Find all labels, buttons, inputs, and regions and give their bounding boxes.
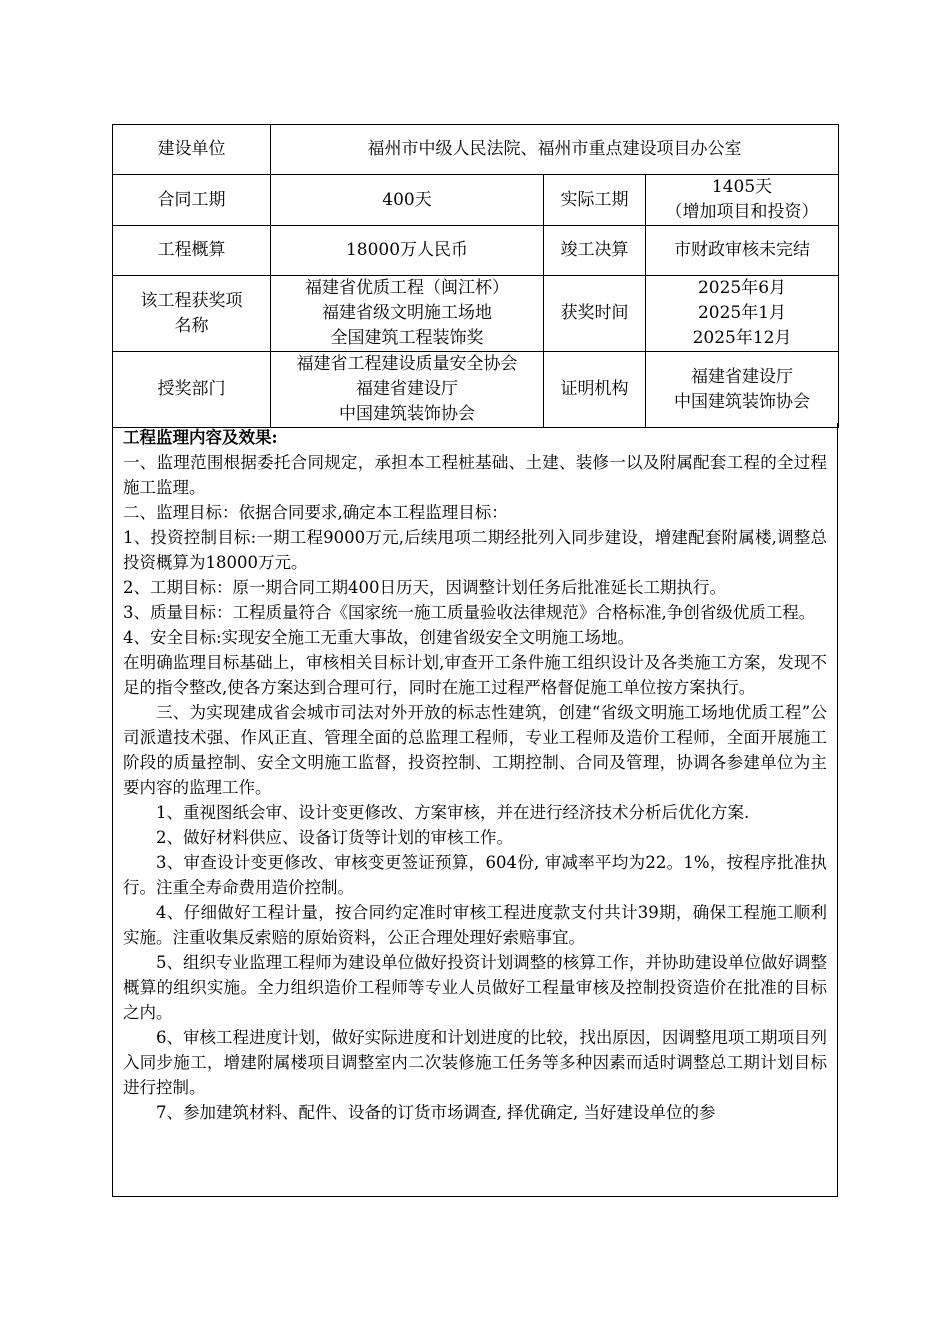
paragraph: 一、监理范围根据委托合同规定，承担本工程桩基础、土建、装修一以及附属配套工程的全过程施工监理。 [123, 453, 827, 497]
paragraph: 1、投资控制目标:一期工程9000万元,后续甩项二期经批列入同步建设，增建配套附属楼,调整总投资概算为18000万元。 [123, 528, 827, 572]
value-award-authority: 福建省工程建设质量安全协会 福建省建设厅 中国建筑装饰协会 [271, 352, 544, 428]
paragraph: 二、监理目标：依据合同要求,确定本工程监理目标： [123, 503, 508, 522]
row-client [113, 125, 839, 175]
value-budget: 18000万人民币 [271, 226, 544, 276]
section-heading: 工程监理内容及效果: [123, 428, 278, 447]
row-duration [113, 175, 839, 226]
value-client: 福州市中级人民法院、福州市重点建设项目办公室 [271, 125, 839, 175]
value-award-dates: 2025年6月 2025年1月 2025年12月 [646, 276, 839, 352]
paragraph: 1、重视图纸会审、设计变更修改、方案审核，并在进行经济技术分析后优化方案. [156, 803, 750, 822]
label-award-dates: 获奖时间 [544, 276, 646, 352]
label-actual-duration: 实际工期 [544, 175, 646, 226]
label-client: 建设单位 [113, 125, 271, 175]
label-award-names: 该工程获奖项 名称 [113, 276, 271, 352]
label-contract-duration: 合同工期 [113, 175, 271, 226]
paragraph: 5、组织专业监理工程师为建设单位做好投资计划调整的核算工作，并协助建设单位做好调整概算的组织实施。全力组织造价工程师等专业人员做好工程量审核及控制投资造价在批准的目标之内。 [123, 953, 827, 1022]
label-final-account: 竣工决算 [544, 226, 646, 276]
value-contract-duration: 400天 [271, 175, 544, 226]
row-authorities [113, 352, 839, 428]
value-actual-duration: 1405天 （增加项目和投资） [646, 175, 839, 226]
row-budget [113, 226, 839, 276]
row-awards [113, 276, 839, 352]
label-award-authority: 授奖部门 [113, 352, 271, 428]
value-certifying-body: 福建省建设厅 中国建筑装饰协会 [646, 352, 839, 428]
paragraph: 在明确监理目标基础上，审核相关目标计划,审查开工条件施工组织设计及各类施工方案，发现不足的指令整改,使各方案达到合理可行，同时在施工过程严格督促施工单位按方案执行。 [123, 653, 827, 697]
paragraph: 3、质量目标：工程质量符合《国家统一施工质量验收法律规范》合格标准,争创省级优质工程。 [123, 603, 816, 622]
paragraph: 2、工期目标：原一期合同工期400日历天，因调整计划任务后批准延长工期执行。 [123, 578, 726, 597]
value-final-account: 市财政审核未完结 [646, 226, 839, 276]
paragraph: 4、仔细做好工程计量，按合同约定准时审核工程进度款支付共计39期，确保工程施工顺利实施。注重收集反索赔的原始资料，公正合理处理好索赔事宜。 [123, 903, 827, 947]
project-info-table [112, 124, 839, 428]
label-certifying-body: 证明机构 [544, 352, 646, 428]
label-budget: 工程概算 [113, 226, 271, 276]
paragraph: 4、安全目标:实现安全施工无重大事故，创建省级安全文明施工场地。 [123, 628, 635, 647]
paragraph: 7、参加建筑材料、配件、设备的订货市场调查, 择优确定, 当好建设单位的参 [156, 1103, 716, 1122]
paragraph: 6、审核工程进度计划，做好实际进度和计划进度的比较，找出原因，因调整甩项工期项目列入同步施工，增建附属楼项目调整室内二次装修施工任务等多种因素而适时调整总工期计划目标进行控制。 [123, 1028, 827, 1097]
paragraph: 三、为实现建成省会城市司法对外开放的标志性建筑，创建“省级文明施工场地优质工程”公司派遣技术强、作风正直、管理全面的总监理工程师，专业工程师及造价工程师，全面开展施工阶段的质量控制、安全文明施工监督，投资控制、工期控制、合同及管理，协调各参建单位为主要内容的监理工作。 [123, 703, 827, 797]
paragraph: 2、做好材料供应、设备订货等计划的审核工作。 [156, 828, 513, 847]
value-award-names: 福建省优质工程（闽江杯） 福建省级文明施工场地 全国建筑工程装饰奖 [271, 276, 544, 352]
supervision-content-section [112, 423, 838, 1197]
paragraph: 3、审查设计变更修改、审核变更签证预算，604份, 审减率平均为22。1%，按程序批准执行。注重全寿命费用造价控制。 [123, 853, 827, 897]
